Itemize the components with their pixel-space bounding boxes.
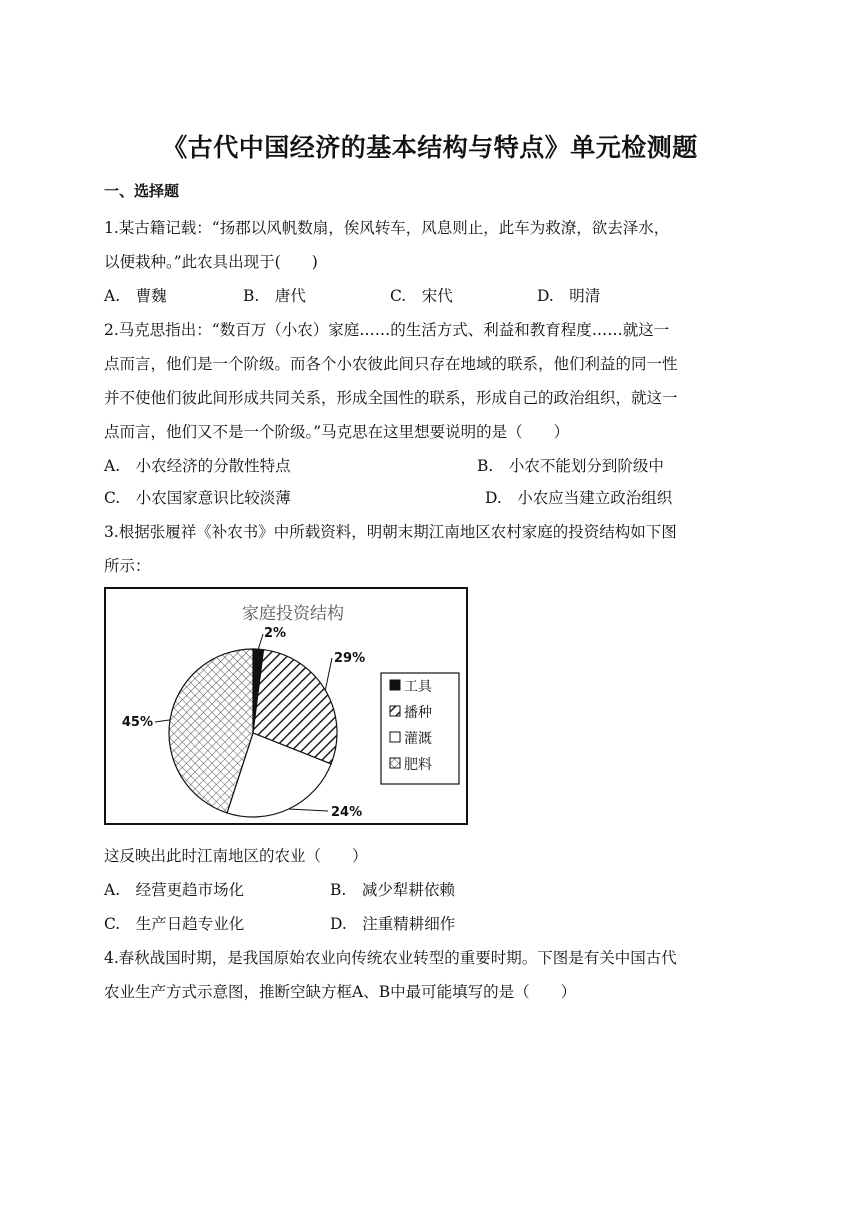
leader-line bbox=[258, 634, 263, 649]
question-3-text: 所示： bbox=[104, 557, 151, 575]
question-2-text: 点而言，他们又不是一个阶级。”马克思在这里想要说明的是（ ） bbox=[104, 423, 570, 441]
question-2-text: 2.马克思指出：“数百万（小农）家庭……的生活方式、利益和教育程度……就这一 bbox=[104, 321, 670, 339]
option-b: B. 减少犁耕依赖 bbox=[330, 881, 455, 899]
legend-label: 播种 bbox=[404, 705, 432, 721]
option-b: B. 唐代 bbox=[243, 287, 306, 305]
data-label: 45% bbox=[121, 715, 153, 730]
data-label: 2% bbox=[264, 626, 287, 641]
legend-swatch bbox=[390, 758, 400, 768]
data-label: 24% bbox=[331, 805, 363, 820]
legend-label: 肥料 bbox=[404, 757, 432, 773]
pie-chart bbox=[104, 587, 468, 825]
question-1-text: 以便栽种。”此农具出现于( ) bbox=[104, 253, 318, 271]
leader-line bbox=[325, 658, 332, 690]
option-d: D. 小农应当建立政治组织 bbox=[485, 489, 673, 507]
question-2-text: 点而言，他们是一个阶级。而各个小农彼此间只存在地域的联系，他们利益的同一性 bbox=[104, 355, 678, 373]
leader-line bbox=[155, 720, 170, 722]
page-title: 《古代中国经济的基本结构与特点》单元检测题 bbox=[162, 133, 698, 162]
leader-line bbox=[289, 809, 328, 811]
option-c: C. 小农国家意识比较淡薄 bbox=[104, 489, 291, 507]
question-2-text: 并不使他们彼此间形成共同关系，形成全国性的联系，形成自己的政治组织，就这一 bbox=[104, 389, 678, 407]
option-a: A. 经营更趋市场化 bbox=[104, 881, 245, 899]
chart-title: 家庭投资结构 bbox=[242, 604, 344, 624]
legend-swatch bbox=[390, 706, 400, 716]
question-4-text: 农业生产方式示意图，推断空缺方框A、B中最可能填写的是（ ） bbox=[104, 983, 577, 1001]
question-3-text: 3.根据张履祥《补农书》中所载资料，明朝末期江南地区农村家庭的投资结构如下图 bbox=[104, 523, 677, 541]
legend-label: 工具 bbox=[404, 679, 432, 695]
option-d: D. 注重精耕细作 bbox=[330, 915, 456, 933]
question-3-text: 这反映出此时江南地区的农业（ ） bbox=[104, 847, 368, 865]
question-4-text: 4.春秋战国时期，是我国原始农业向传统农业转型的重要时期。下图是有关中国古代 bbox=[104, 949, 677, 967]
legend-label: 灌溉 bbox=[404, 731, 432, 747]
option-d: D. 明清 bbox=[537, 287, 601, 305]
question-1-text: 1.某古籍记载：“扬郡以风帆数扇，俟风转车，风息则止，此车为救潦，欲去泽水， bbox=[104, 219, 670, 237]
legend-swatch bbox=[390, 680, 400, 690]
section-heading: 一、选择题 bbox=[104, 182, 180, 200]
option-a: A. 曹魏 bbox=[104, 287, 167, 305]
option-b: B. 小农不能划分到阶级中 bbox=[477, 457, 664, 475]
option-c: C. 宋代 bbox=[390, 287, 453, 305]
option-a: A. 小农经济的分散性特点 bbox=[104, 457, 291, 475]
legend-swatch bbox=[390, 732, 400, 742]
option-c: C. 生产日趋专业化 bbox=[104, 915, 245, 933]
data-label: 29% bbox=[334, 651, 366, 666]
